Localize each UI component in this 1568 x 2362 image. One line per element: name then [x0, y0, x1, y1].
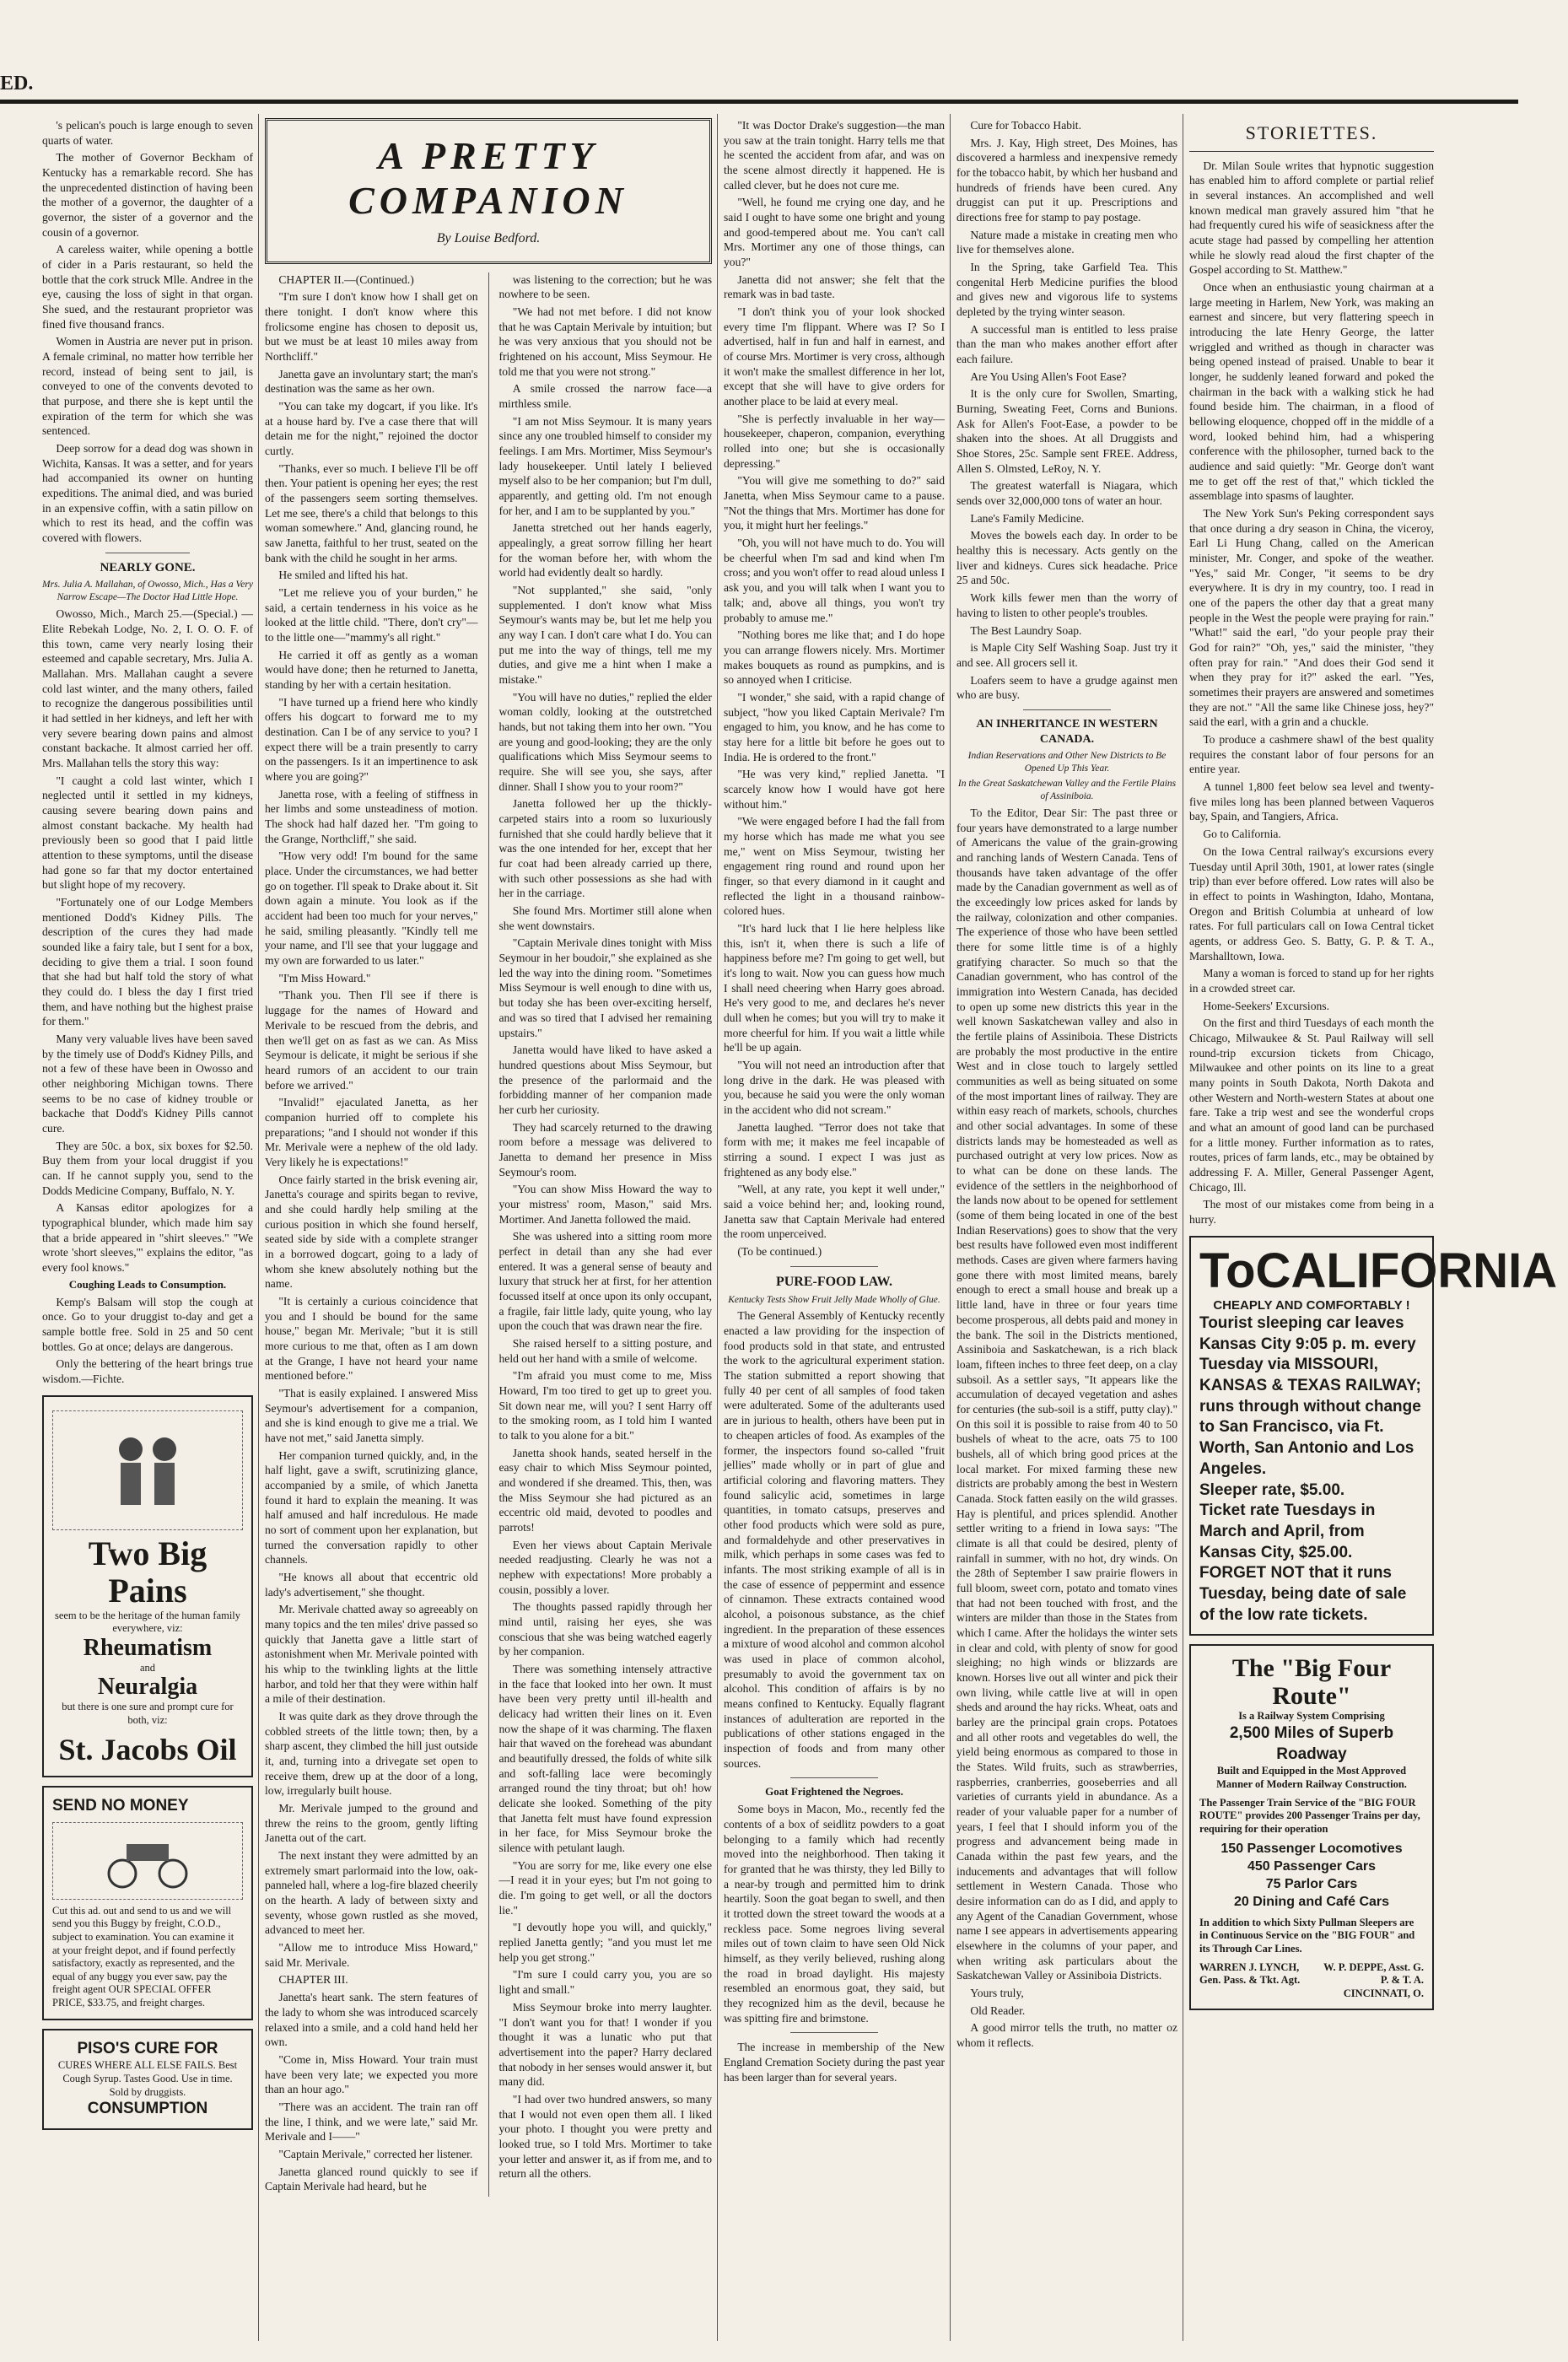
paragraph: "He knows all about that eccentric old lady's advertisement," she thought. — [265, 1571, 478, 1599]
paragraph: He smiled and lifted his hat. — [278, 569, 408, 582]
paragraph: "I'm sure I could carry you, you are so light and small." — [498, 1968, 712, 1997]
paragraph: "You can take my dogcart, if you like. It's at a house hard by. I've a case there that will detain me for the night," rejoined the doctor curtly. — [265, 399, 478, 457]
story-title-box — [265, 118, 712, 264]
paragraph: "I'm afraid you must come to me, Miss Howard, I'm too tired to get up to greet you. Sit down near me, will you? I sent Harry off to the smoking room, as I told him I wanted to talk to you alone for a bit." — [498, 1369, 712, 1442]
paragraph: The Best Laundry Soap. — [970, 623, 1082, 637]
paragraph: Janetta gave an involuntary start; the man's destination was the same as her own. — [265, 367, 478, 396]
paragraph: Her companion turned quickly, and, in the half light, gave a swift, scrutinizing glance, accompanied by a smile, of which Janetta found it hard to explain the meaning. It was half amused and half incredulous. He made no sort of comment upon her explanation, but turned the conversation rapidly to other channels. — [265, 1448, 478, 1567]
paragraph: was listening to the correction; but he was nowhere to be seen. — [498, 272, 712, 301]
paragraph: "Fortunately one of our Lodge Members mentioned Dodd's Kidney Pills. The description of the cures they had made sounded like a fairy tale, but I sent for a box, deciding to give them a trial. I soon found that she had but half told the story of what they could do. I bless the day I first tried them, and have nothing but the highest praise for them." — [42, 895, 253, 1028]
paragraph: The next instant they were admitted by an extremely smart parlormaid into the low, oak-panneled hall, where a log-fire blazed cheerily on the hearth. A lady of between sixty and seventy, whose gown rustled as she moved, advanced to meet her. — [265, 1849, 478, 1937]
column-6 — [1189, 118, 1558, 2345]
paragraph: Many a woman is forced to stand up for her rights in a crowded street car. — [1189, 967, 1434, 995]
paragraph: "Let me relieve you of your burden," he said, a certain tenderness in his voice as he looked at the little child. "There, don't cry"—to the little one—"mammy's all right." — [265, 586, 478, 644]
ad-to-california — [1189, 1236, 1558, 1637]
paragraph: "There was an accident. The train ran off the line, I think, and we were late," said Mr. Merivale and I——" — [265, 2100, 478, 2144]
ad-bf-list — [1199, 1841, 1424, 1911]
ad-buggy-body: Cut this ad. out and send to us and we will send you this Buggy by freight, C.O.D., subject to examination. You can examine it at your freight depot, and if found perfectly satisfactory, exactly as represented, and the equal of any buggy you ever saw, pay the freight agent OUR SPECIAL OFFER PRICE, $33.75, and freight charges. — [52, 1904, 236, 2009]
masthead-rule — [0, 100, 1518, 104]
paragraph: A smile crossed the narrow face—a mirthless smile. — [498, 382, 712, 410]
paragraph: CHAPTER III. — [278, 1973, 348, 1987]
paragraph: Mr. Merivale chatted away so agreeably on many topics and the ten miles' drive passed so quickly that Janetta gave a little start of astonishment when Mr. Merivale pointed with his whip to the twinkling lights at the little harbor, and told her that they were within half a mile of their destination. — [265, 1603, 478, 1706]
paragraph: "She is perfectly invaluable in her way—housekeeper, chaperon, companion, everything rolled into one; but she is occasionally depressing." — [724, 412, 945, 470]
paragraph: "He was very kind," replied Janetta. "I scarcely know how I would have got here without him." — [724, 768, 945, 811]
paragraph: CHAPTER II.—(Continued.) — [278, 272, 414, 286]
ad-buggy-head: SEND NO MONEY — [52, 1796, 189, 1815]
ad-bf-sign-left: WARREN J. LYNCH, Gen. Pass. & Tkt. Agt. — [1199, 1960, 1301, 1987]
ad-cali-forget: FORGET NOT that it runs Tuesday, being date of sale of the low rate tickets. — [1199, 1564, 1407, 1624]
paragraph: Go to California. — [1203, 828, 1281, 841]
paragraph: Janetta laughed. "Terror does not take that form with me; it makes me feel incapable of stirring a sound. I expect I was just as frightened as any body else." — [724, 1120, 945, 1178]
paragraph: He carried it off as gently as a woman would have done; then he returned to Janetta, standing by her with a certain hesitation. — [265, 648, 478, 692]
ad-pains-neuralgia: Neuralgia — [97, 1674, 198, 1701]
paragraph: A careless waiter, while opening a bottle of cider in a Paris restaurant, so held the bottle that the cork struck Mlle. Andree in the eye, causing the loss of sight in that organ. She sued, and the restaurant proprietor was fined five thousand francs. — [42, 243, 253, 331]
paragraph: Mr. Merivale jumped to the ground and threw the reins to the groom, gently lifting Janetta out of the cart. — [265, 1802, 478, 1845]
paragraph: On the first and third Tuesdays of each month the Chicago, Milwaukee & St. Paul Railway will sell round-trip excursion tickets from Chicago, Milwaukee and other points on its line to a great many points in South Dakota, North Dakota and other Western and North-western States at about one fare. Take a trip west and see the wonderful crops and what an amount of good land can be purchased for a little money. Further information as to rates, routes, prices of farm lands, etc., may be obtained by addressing F. A. Miller, General Passenger Agent, Chicago, Ill. — [1189, 1017, 1434, 1194]
subhead-canada-2: In the Great Saskatchewan Valley and the Fertile Plains of Assiniboia. — [957, 779, 1177, 802]
paragraph: Women in Austria are never put in prison. A female criminal, no matter how terrible her record, instead of being sent to jail, is conveyed to one of the convents devoted to that purpose, and there she is kept until the expiration of the term for which she was sentenced. — [42, 335, 253, 438]
ad-st-jacobs-oil — [42, 1395, 253, 1777]
paragraph: Once fairly started in the brisk evening air, Janetta's courage and spirits began to revive, and she could hardly help smiling at the curious position in which she found herself, seated side by side with a complete stranger in a borrowed dogcart, going to a lady of whom she knew absolutely nothing but the name. — [265, 1173, 478, 1291]
paragraph: Deep sorrow for a dead dog was shown in Wichita, Kansas. It was a setter, and for years had accompanied its owner on hunting expeditions. The animal died, and was buried in an expensive coffin, with a satin pillow on which to rest its head, and the coffin was covered with flowers. — [42, 442, 253, 545]
story-col-a — [265, 272, 478, 2197]
paragraph: Home-Seekers' Excursions. — [1203, 999, 1329, 1012]
paragraph: A good mirror tells the truth, no matter oz whom it reflects. — [956, 2021, 1177, 2050]
headline-nearly-gone: NEARLY GONE. — [100, 560, 196, 574]
paragraph: "You can show Miss Howard the way to your mistress' room, Mason," said Mrs. Mortimer. And Janetta followed the maid. — [498, 1183, 712, 1226]
ad-bf-miles: 2,500 Miles of Superb Roadway — [1229, 1723, 1394, 1763]
paragraph: To the Editor, Dear Sir: The past three or four years have demonstrated to a large number of Americans the value of the grain-growing and ranching lands of Western Canada. Tens of thousands have taken advantage of the offer made by the Canadian government as well as of the exceedingly low prices asked for lands by the railway, colonization and other companies. The experience of those who have been settled there for some little time is of a highly gratifying character. So much so that the Canadian government, who has control of the immigration into Western Canada, has decided to open up some new districts this year in the well known Saskatchewan valley and also in the fertile plains of Assiniboia. These Districts are probably the most productive in the entire West and in close touch to largely settled communities as well as being situated on some of the most important lines of railway. They are within easy reach of markets, schools, churches and other social advantages. In some of these districts lands may be homesteaded as well as purchased outright at very low prices. Now as to what can be done on these lands. The evidence of the settlers in the neighborhood of the lands now about to be opened for settlement (some of them being located in one of the best Indian Reservations) goes to show that the very best results have followed even most indifferent methods. Cases are given where farmers having gone there with most limited means, barely enough to erect a small house and break up a little land, have in three or four years time become prosperous, all debts paid and money in the bank. The soil in the Districts mentioned, Assiniboia and Saskatchewan, is a rich black loam, fifteen inches to three feet deep, on a clay subsoil. As a settler says, "It appears like the accumulation of decayed vegetation and ashes for centuries (the sub-soil is a stiff, putty clay)." On this soil it is possible to raise from 40 to 50 bushels of wheat to the acre, oats 75 to 100 bushels, all of which bring good prices at the local market. For mixed farming these new districts are probably among the best in Western Canada. Stock fatten easily on the wild grasses. Hay is plentiful, and prices splendid. Another settler writing to a friend in Iowa says: "The climate is all that could be desired, plenty of rainfall in summer, with no hot, dry winds. On the 28th of September I saw prairie flowers in full bloom, sweet corn, potato and tomato vines that had not been touched with frost, and the winters are milder than those in the States from which I came. After the holidays the winter sets in clear and cold, with plenty of snow for good sleighing; no high winds or blizzards are known. Horses live out all winter and pick their own living, while cattle live at will in open sheds and around the hay ricks. Wheat, oats and barley are the principal grain crops. Potatoes and all other roots and vegetables do well, the yield being enormous as compared to those in the States. Wild fruits, such as strawberries, raspberries, cranberries, gooseberries and all varieties of currants yield in abundance. As a reader of your valuable paper for a number of years, I feel that I should inform you of the progress and advancement being made in Canada within the past few years, and the inducements and advantages that will follow settlement in Western Canada. Those who desire information can do as I did, and apply to any Agent of the Canadian Government, whose name I see appears in advertisements appearing elsewhere in the columns of your paper, and when writing ask particulars about the Saskatchewan Valley or Assiniboia Districts. — [956, 806, 1177, 1982]
headline-coughing: Coughing Leads to Consumption. — [68, 1277, 227, 1291]
column-rule — [258, 114, 259, 2341]
paragraph: Old Reader. — [970, 2003, 1026, 2017]
paragraph: "Oh, you will not have much to do. You will be cheerful when I'm sad and kind when I'm cross; and you won't offer to read aloud unless I ask you, and you will talk when I want you to talk; and, above all things, you won't try probably to amuse me." — [724, 537, 945, 624]
story-col-b — [498, 272, 712, 2197]
paragraph: The thoughts passed rapidly through her mind until, raising her eyes, she was conscious that she was being watched eagerly by her companion. — [498, 1600, 712, 1658]
ad-bf-list-item: 150 Passenger Locomotives — [1220, 1842, 1403, 1857]
ad-piso-tail: CONSUMPTION — [87, 2100, 208, 2118]
buggy-icon — [52, 1822, 243, 1900]
paragraph: "I devoutly hope you will, and quickly," replied Janetta gently; "and you must let me help you get strong." — [498, 1921, 712, 1964]
paragraph: "Thank you. Then I'll see if there is luggage for the names of Howard and Merivale to be rescued from the debris, and then we'll get on as fast as we can. As Miss Seymour is delicate, it might be serious if she heard rumors of an accident to our train before we arrived." — [265, 989, 478, 1092]
story-columns-1 — [265, 118, 712, 2345]
ad-bf-sub: Is a Railway System Comprising — [1238, 1710, 1385, 1723]
paragraph: "Nothing bores me like that; and I do hope you can arrange flowers nicely. Mrs. Mortimer makes bouquets as round as pumpkins, and is so annoyed when I criticise. — [724, 628, 945, 687]
ad-pains-headline: Two Big Pains — [88, 1534, 207, 1610]
ad-bf-sign-right: W. P. DEPPE, Asst. G. P. & T. A. CINCINNATI, O. — [1323, 1960, 1424, 1999]
paragraph: "Allow me to introduce Miss Howard," said Mr. Merivale. — [265, 1941, 478, 1969]
divider — [790, 2032, 879, 2033]
paragraph: "I am not Miss Seymour. It is many years since any one troubled himself to consider my feelings. I am Mrs. Mortimer, Miss Seymour's lady housekeeper. Until lately I believed myself also to be her companion; but I'm dull, apparently, and getting old. I'm not enough for her, and I am to be supplanted by you." — [498, 414, 712, 517]
paragraph: Once when an enthusiastic young chairman at a large meeting in Harlem, New York, was making an earnest and sincere, but very flattering speech in introducing the late Henry George, the latter wriggled and writhed as though in character was being opened instead of praised. Unable to bear it longer, he suddenly leaned forward and poked the chairman in the back with a walking stick he had found beside him. The chairman, in a flood of bellowing eloquence, chopped off in the middle of a word, looked behind him, had a whispering conference with the philosopher, turned back to the audience and said quietly: "Mr. George don't want me to get off the rest of that," which tickled the assemblage into spasms of laughter. — [1189, 280, 1434, 503]
paragraph: "Well, at any rate, you kept it well under," said a voice behind her; and, looking round, Janetta saw that Captain Merivale had entered the room unperceived. — [724, 1183, 945, 1241]
col5-briefs — [956, 118, 1177, 703]
ad-cali-body: Tourist sleeping car leaves Kansas City 9:05 p. m. every Tuesday via MISSOURI, KANSAS & TEXAS RAILWAY; runs through without change to San Francisco, via Ft. Worth, San Antonio and Los Angeles. — [1199, 1314, 1421, 1478]
paragraph: "I'm Miss Howard." — [278, 971, 371, 984]
paragraph: They had scarcely returned to the drawing room before a message was delivered to Janetta to demand her presence in Miss Seymour's room. — [498, 1120, 712, 1178]
paragraph: Janetta shook hands, seated herself in the easy chair to which Miss Seymour pointed, and wondered if she dreamed. This, then, was the Miss Seymour she had pictured as an eccentric old maid, devoted to poodles and parrots! — [498, 1446, 712, 1534]
paragraph: "You will have no duties," replied the elder woman coldly, looking at the outstretched hands, but not taking them into her own. "You are young and good-looking; they are the only qualifications which Miss Seymour seems to require. She will see you, she says, after dinner. Shall I show you to your room?" — [498, 690, 712, 793]
ad-buggy — [42, 1786, 253, 2020]
article-nearly-gone — [42, 607, 253, 1275]
divider — [790, 1266, 879, 1267]
paragraph: The General Assembly of Kentucky recently enacted a law providing for the inspection of food products sold in that state, and entrusted the work to the agricultural experiment station. The station submitted a report showing that fully 40 per cent of all samples of food taken were adulterated. Some of the adulterants used are in jurious to health, others have been put in to cheapen articles of food. As examples of the former, the inspectors found so-called "fruit jellies" made wholly or in part of glue and artificial coloring and flavoring matters. They found salicylic acid, sometimes in large quantities, in tomato catsups, preserves and other food products which were sold as pure, and formaldehyde and other preservatives in milk, which perhaps in some cases was fed to infants. The most striking example of all is in the case of essence of peppermint and essence of cinnamon. These extracts contained wood alcohol, a poisonous substance, as the chief ingredient. In the preparation of these essences a mixture of wood alcohol and common alcohol was used in place of common alcohol, presumably to avoid the government tax on alcohol. This condition of affairs is by no means confined to Kentucky. Equally flagrant instances of adulteration are reported in the publications of other stations engaged in the inspection of foods and from many other sources. — [724, 1309, 945, 1770]
paragraph: Owosso, Mich., March 25.—(Special.) —Elite Rebekah Lodge, No. 2, I. O. O. F. of this town, came very nearly losing their esteemed and capable secretary, Mrs. Julia A. Mallahan. Mrs. Mallahan caught a severe cold last winter, and the many others, failed to recognize the dangerous possibilities until it had settled in her kidneys, and left her with very severe bearing down pains and almost constant backache. It almost carried her off. Mrs. Mallahan tells the story this way: — [42, 607, 253, 769]
subhead-nearly-gone: Mrs. Julia A. Mallahan, of Owosso, Mich., Has a Very Narrow Escape—The Doctor Had Little Hope. — [42, 580, 253, 603]
article-pure-food — [724, 1308, 945, 1771]
masthead-fragment: ED. — [0, 73, 34, 94]
engraving-figures-icon — [52, 1410, 243, 1530]
story-byline: By Louise Bedford. — [436, 230, 541, 245]
storiettes-heading: STORIETTES. — [1189, 121, 1434, 152]
paragraph: "Captain Merivale dines tonight with Miss Seymour in her boudoir," she explained as she led the way into the dining room. "Sometimes Miss Seymour is well enough to dine with us, but today she has been over-exciting herself, and was so tired that I advised her remaining upstairs." — [498, 936, 712, 1039]
paragraph: She found Mrs. Mortimer still alone when she went downstairs. — [498, 904, 712, 932]
paragraph: Even her views about Captain Merivale needed readjusting. Clearly he was not a nephew with expectations! More probably a cousin, possibly a lover. — [498, 1538, 712, 1596]
ad-bf-signatures — [1199, 1961, 1424, 2001]
paragraph: She was ushered into a sitting room more perfect in detail than any she had ever entered. It was a general sense of beauty and luxury that struck her at first, for her attention focussed itself at once upon its only occupant, a fragile, fair little lady, quite young, who lay upon the couch that was drawn near the fire. — [498, 1230, 712, 1333]
paragraph: "You are sorry for me, like every one else—I read it in your eyes; but I'm not going to die. I'm going to get well, or all the doctors lie." — [498, 1858, 712, 1917]
ad-bf-list-item: 75 Parlor Cars — [1265, 1877, 1358, 1892]
subhead-canada: Indian Reservations and Other New Districts to Be Opened Up This Year. — [967, 751, 1167, 774]
headline-goat: Goat Frightened the Negroes. — [765, 1785, 903, 1798]
paragraph: "I'm sure I don't know how I shall get on there tonight. I don't know where this frolicsome engine has chosen to deposit us, but we must be at least 10 miles away from Northcliff." — [265, 290, 478, 363]
story-col-c — [724, 118, 945, 1259]
paragraph: Loafers seem to have a grudge against men who are busy. — [956, 673, 1177, 702]
paragraph: "Come in, Miss Howard. Your train must have been very late; we expected you more than an hour ago." — [265, 2052, 478, 2096]
paragraph: Janetta would have liked to have asked a hundred questions about Miss Seymour, but the presence of the parlormaid and the forbidding manner of her companion made her curb her curiosity. — [498, 1043, 712, 1116]
paragraph: "We had not met before. I did not know that he was Captain Merivale by intuition; but he was very anxious that you should not be frightened on his account, Miss Seymour. He told me that you were not strong." — [498, 305, 712, 378]
paragraph: "I caught a cold last winter, which I neglected until it settled in my kidneys, causing severe bearing down pains and almost constant backache. My health had previously been so good that I paid little attention to these symptoms, until the disease had gone so far that my doctor entertained but slight hope of my recovery. — [42, 774, 253, 892]
column-4 — [724, 118, 945, 2345]
paragraph: A tunnel 1,800 feet below sea level and twenty-five miles long has been planned between Vaqueros bay, Spain, and Tangiers, Africa. — [1189, 780, 1434, 823]
ad-piso-body: CURES WHERE ALL ELSE FAILS. Best Cough Syrup. Tastes Good. Use in time. Sold by druggists. — [57, 2059, 238, 2098]
ad-bf-title: The "Big Four Route" — [1231, 1654, 1392, 1711]
headline-canada: AN INHERITANCE IN WESTERN CANADA. — [976, 717, 1158, 747]
paragraph: "How very odd! I'm bound for the same place. Under the circumstances, we had better go on together. I'll speak to Drake about it. Sit down again a minute. You look as if the accident had been too much for your nerves," he said, smiling pleasantly. "Kindly tell me your name, and I'll see that your luggage and my own are forwarded to us later." — [265, 849, 478, 968]
ad-cali-title: ToCALIFORNIA — [1199, 1243, 1558, 1298]
paragraph: Cure for Tobacco Habit. — [970, 119, 1081, 132]
column-1 — [42, 118, 253, 2345]
subhead-pure-food: Kentucky Tests Show Fruit Jelly Made Wholly of Glue. — [728, 1294, 940, 1305]
ad-bf-body: The Passenger Train Service of the "BIG FOUR ROUTE" provides 200 Passenger Trains per day, requiring for their operation — [1199, 1796, 1420, 1835]
ad-pisos — [42, 2029, 253, 2130]
paragraph: A successful man is entitled to less praise than the man who makes another effort after each failure. — [956, 322, 1177, 366]
paragraph: "I don't think you of your look shocked every time I'm flippant. Where was I? So I advertised, half in fun and half in earnest, and of course Mrs. Mortimer is very cross, although it won't make the smallest difference in her lot, except that she will have to give orders for another place to be laid at every meal. — [724, 305, 945, 408]
paragraph: Janetta rose, with a feeling of stiffness in her limbs and some unsteadiness of motion. The shock had half dazed her. "I'm going to the Grange, Northcliff," she said. — [265, 787, 478, 845]
paragraph: The New York Sun's Peking correspondent says that once during a dry season in China, the viceroy, Earl Li Hung Chang, called on the American minister, Mr. Conger, and spoke of the weather. "Yes," said Mr. Conger, "it seems to be dry everywhere. It is dry in my country, too. I read in one of the papers the other day that a great many people in the West the people were praying for rain." "What!" said the earl, "do your people pray their God for rain?" "Oh, yes," said the minister, "they often pray for rain." "And does their God send it when they pray for it?" asked the earl. "Yes, sometimes their prayers are answered and sometimes they are not." "All the same like Chinese joss, hey?" said the earl, with a grin and a chuckle. — [1189, 507, 1434, 729]
ad-pains-mid: seem to be the heritage of the human family everywhere, viz: — [54, 1609, 241, 1635]
ad-pains-brand: St. Jacobs Oil — [58, 1733, 237, 1767]
paragraph: Janetta followed her up the thickly-carpeted stairs into a room so luxuriously furnished that she could hardly believe that it was the one intended for her, except that her fur coat had been already carried up there, with such other possessions as she had with her in the carriage. — [498, 797, 712, 900]
paragraph: "You will not need an introduction after that long drive in the dark. He was pleased with you, because he said you were the only woman in the accident who did not scream." — [724, 1058, 945, 1116]
ad-big-four — [1189, 1644, 1434, 2010]
paragraph: Yours truly, — [970, 1987, 1024, 2000]
paragraph: Miss Seymour broke into merry laughter. "I don't want you for that! I wonder if you thought it was a lunatic who put that advertisement into the paper? Harry declared that nobody in her senses would answer it, but many did. — [498, 2000, 712, 2089]
paragraph: Janetta did not answer; she felt that the remark was in bad taste. — [724, 272, 945, 301]
paragraph: "It is certainly a curious coincidence that you and I should be bound for the same house," began Mr. Merivale; "but it is still more curious to me that, often as I am down at the Grange, I have not heard your name mentioned before." — [265, 1294, 478, 1383]
paragraph: "Well, he found me crying one day, and he said I ought to have some one bright and young and good-tempered about me. You can't call Mrs. Mortimer any one of those things, can you?" — [724, 196, 945, 269]
ad-cali-rate: Sleeper rate, $5.00. — [1199, 1480, 1345, 1499]
paragraph: "It was Doctor Drake's suggestion—the man you saw at the train tonight. Harry tells me that he scented the accident from afar, and was on the scene almost directly it happened. He is called clever, but he does not cure me. — [724, 119, 945, 191]
ad-pains-rheumatism: Rheumatism — [83, 1634, 213, 1661]
paragraph: In the Spring, take Garfield Tea. This congenital Herb Medicine purifies the blood and gives new and vigorous life to systems depleted by the trying winter season. — [956, 261, 1177, 319]
paragraph: They are 50c. a box, six boxes for $2.50. Buy them from your local druggist if you can. If he cannot supply you, send to the Dodds Medicine Company, Buffalo, N. Y. — [42, 1139, 253, 1197]
paragraph: "That is easily explained. I answered Miss Seymour's advertisement for a companion, and she is kind enough to give me a trial. We have not met," said Janetta simply. — [265, 1386, 478, 1444]
para-goat: Some boys in Macon, Mo., recently fed the contents of a box of seidlitz powders to a goat belonging to a family which had recently moved into the neighborhood. Then taking it for granted that he was thirsty, they led Billy to a near-by trough and permitted him to drink heartily. Soon the goat began to swell, and then it trotted down the street toward the woods at a reckless pace. Some negroes living several miles out of town claim to have seen Old Nick himself, as they verily believed, rushing along the road in broad daylight. His majesty resembled an enormous goat, they said, but they recognized him as the devil, because he was spitting fire and brimstone. — [724, 1803, 945, 2025]
paragraph: Dr. Milan Soule writes that hypnotic suggestion has enabled him to afford complete or partial relief in several instances. An accomplished and well known medical man gravely assured him "that he had frequently cured his wife of seasickness after the acute stage had passed by compelling her attention while he slowly read aloud the first chapter of the Gospel according to St. Matthew." — [1189, 159, 1434, 277]
ad-cali-ticket: Ticket rate Tuesdays in March and April, from Kansas City, $25.00. — [1199, 1502, 1376, 1561]
para-cremation: The increase in membership of the New England Cremation Society during the past year has been larger than for several years. — [724, 2041, 945, 2084]
article-canada — [956, 806, 1177, 2051]
paragraph: 's pelican's pouch is large enough to seven quarts of water. — [42, 119, 253, 147]
paragraph: There was something intensely attractive in the face that looked into her own. It must have been very pretty until ill-health and delicacy had written their lines on it. Even now the shape of it was charming. The flaxen hair that waved on the forehead was abundant and beautifully dressed, the folds of white silk and soft-falling lace were becomingly arranged round the tiny throat; but oh! how delicate she looked. Something of the pity that Janetta felt must have found expression in her face, for Miss Seymour broke the silence with petulant laugh. — [498, 1663, 712, 1855]
quote: Only the bettering of the heart brings true wisdom.—Fichte. — [42, 1357, 253, 1385]
paragraph: Nature made a mistake in creating men who live for themselves alone. — [956, 228, 1177, 256]
headline-pure-food: PURE-FOOD LAW. — [775, 1274, 893, 1289]
paragraph: The greatest waterfall is Niagara, which sends over 32,000,000 tons of water an hour. — [956, 479, 1177, 508]
paragraph: "Not supplanted," she said, "only supplemented. I don't know what Miss Seymour's wants may be, but let me help you any way I can. I don't care what I do. You can put me into the way of things, tell me my duties, and give me a hint when I make a mistake." — [498, 584, 712, 687]
ad-cali-sub: CHEAPLY AND COMFORTABLY ! — [1213, 1297, 1410, 1313]
paragraph: Work kills fewer men than the worry of having to listen to other people's troubles. — [956, 591, 1177, 619]
paragraph: (To be continued.) — [737, 1245, 822, 1259]
paragraph: The most of our mistakes come from being in a hurry. — [1189, 1198, 1434, 1226]
ad-bf-list-item: 20 Dining and Café Cars — [1233, 1894, 1390, 1909]
ad-piso-brand: PISO'S CURE FOR — [77, 2039, 218, 2057]
col1-briefs — [42, 118, 253, 546]
column-5 — [956, 118, 1177, 2345]
paragraph: A Kansas editor apologizes for a typographical blunder, which made him say that a bride appeared in "shirt sleeves." "We wrote 'short sleeves,'" explains the editor, "as every fool knows." — [42, 1201, 253, 1275]
paragraph: "Captain Merivale," corrected her listener. — [278, 2147, 473, 2160]
ad-pains-tail: but there is one sure and prompt cure for both, viz: — [62, 1701, 234, 1726]
paragraph: "Invalid!" ejaculated Janetta, as her companion hurried off to complete his preparations; "and I should not wonder if this Mr. Merivale were a nephew of the old lady. Very likely he is expectations!" — [265, 1096, 478, 1168]
paragraph: Many very valuable lives have been saved by the timely use of Dodd's Kidney Pills, and not a few of these have been in Owosso and other neighboring Michigan towns. There seems to be no case of kidney trouble or backache that Dodd's Kidney Pills cannot cure. — [42, 1033, 253, 1135]
paragraph: Mrs. J. Kay, High street, Des Moines, has discovered a harmless and inexpensive remedy for the tobacco habit, by which her husband and hundreds of friends have been cured. Any druggist can put it up. Prescriptions and directions free for stamp to pay postage. — [956, 136, 1177, 224]
column-rule — [950, 114, 951, 2341]
paragraph: "I had over two hundred answers, so many that I would not even open them all. I liked your photo. I thought you were pretty and looked true, so I told Mrs. Mortimer to take your letter and answer it, as if from me, and to return all the others. — [498, 2092, 712, 2181]
para-coughing: Kemp's Balsam will stop the cough at once. Go to your druggist to-day and get a sample bottle free. Sold in 25 and 50 cent bottles. Go at once; delays are dangerous. — [42, 1295, 253, 1353]
story-title-line1: A PRETTY — [378, 134, 599, 177]
paragraph: On the Iowa Central railway's excursions every Tuesday until April 30th, 1901, at lower rates (single trip) than ever before offered. Low rates will also be in effect to points in Washington, Idaho, Montana, Oregon and British Columbia at unheard of low rates. For full particulars call on Iowa Central ticket agents, or address Geo. S. Batty, G. P. & T. A., Marshalltown, Iowa. — [1189, 844, 1434, 963]
ad-bf-built: Built and Equipped in the Most Approved Manner of Modern Railway Construction. — [1216, 1765, 1407, 1790]
paragraph: "We were engaged before I had the fall from my horse which has made me what you see me," went on Miss Seymour, twisting her engagement ring round and round upon her finger, so that every diamond in it caught and reflected the light in a thousand rainbow-colored hues. — [724, 815, 945, 918]
column-rule — [717, 114, 718, 2341]
paragraph: The mother of Governor Beckham of Kentucky has a remarkable record. She has the unprecedented distinction of having been the mother of a governor, the daughter of a governor, the sister of a governor and the cousin of a governor. — [42, 151, 253, 239]
ad-bf-list-item: 450 Passenger Cars — [1247, 1859, 1377, 1874]
story-title-line2: COMPANION — [348, 178, 628, 222]
ad-pains-and: and — [139, 1661, 156, 1674]
divider — [1023, 709, 1112, 710]
ad-bf-tail: In addition to which Sixty Pullman Sleepers are in Continuous Service on the "BIG FOUR" and its Through Car Lines. — [1199, 1916, 1415, 1955]
paragraph: "I wonder," she said, with a rapid change of subject, "how you liked Captain Merivale? I'm engaged to him, you know, and he has come to stay here for a little bit before he goes out to India. He is ordered to the front." — [724, 690, 945, 763]
paragraph: To produce a cashmere shawl of the best quality requires the constant labor of four persons for an entire year. — [1189, 733, 1434, 776]
paragraph: Janetta glanced round quickly to see if Captain Merivale had heard, but he — [265, 2165, 478, 2193]
paragraph: "Thanks, ever so much. I believe I'll be off then. Your patient is opening her eyes; the rest of the passengers seem sorting themselves. Let me see, there's a child that belongs to this woman somewhere." And, glancing round, he saw Janetta, faithful to her trust, seated on the bank with the child he sought in her arms. — [265, 461, 478, 564]
paragraph: Janetta's heart sank. The stern features of the lady to whom she was introduced scarcely relaxed into a smile, and a cold hand held her own. — [265, 1991, 478, 2049]
paragraph: Moves the bowels each day. In order to be healthy this is necessary. Acts gently on the liver and kidneys. Cures sick headache. Price 25 and 50c. — [956, 529, 1177, 587]
paragraph: She raised herself to a sitting posture, and held out her hand with a smile of welcome. — [498, 1336, 712, 1365]
paragraph: Janetta stretched out her hands eagerly, appealingly, a great sorrow filling her heart for the woman before her, with whom the world had evidently dealt so hardly. — [498, 521, 712, 580]
paragraph: Are You Using Allen's Foot Ease? — [970, 369, 1127, 383]
paragraph: It is the only cure for Swollen, Smarting, Burning, Sweating Feet, Corns and Bunions. Ask for Allen's Foot-Ease, a powder to be shaken into the shoes. At all Druggists and Shoe Stores, 25c. Sample sent FREE. Address, Allen S. Olmsted, LeRoy, N. Y. — [956, 387, 1177, 475]
divider — [790, 1777, 879, 1778]
paragraph: is Maple City Self Washing Soap. Just try it and see. All grocers sell it. — [956, 641, 1177, 669]
paragraph: Lane's Family Medicine. — [970, 511, 1085, 525]
paragraph: "You will give me something to do?" said Janetta, when Miss Seymour came to a pause. "Not the things that Mrs. Mortimer has done for you, it might hurt her feelings." — [724, 474, 945, 532]
paragraph: It was quite dark as they drove through the cobbled streets of the little town; then, by a sharp ascent, they climbed the hill just outside it, and, turning into a drivegate set open to receive them, drew up at the door of a long, low, irregularly built house. — [265, 1710, 478, 1798]
paragraph: "It's hard luck that I lie here helpless like this, isn't it, when there is such a life of happiness before me? I'm going to get well, but it's long to wait. Now you can guess how much I shall need cheering when Harry goes abroad. He's very good to me, and declares he's never dull when he comes; but you will try to make it more cheerful for him. If you wait a little while he'll be up again. — [724, 921, 945, 1054]
storiettes — [1189, 159, 1434, 1227]
paragraph: "I have turned up a friend here who kindly offers his dogcart to forward me to my destination. Can I be of any service to you? I expect there will be a train presently to carry on the passengers. Is it an impertinence to ask where you are going?" — [265, 695, 478, 784]
